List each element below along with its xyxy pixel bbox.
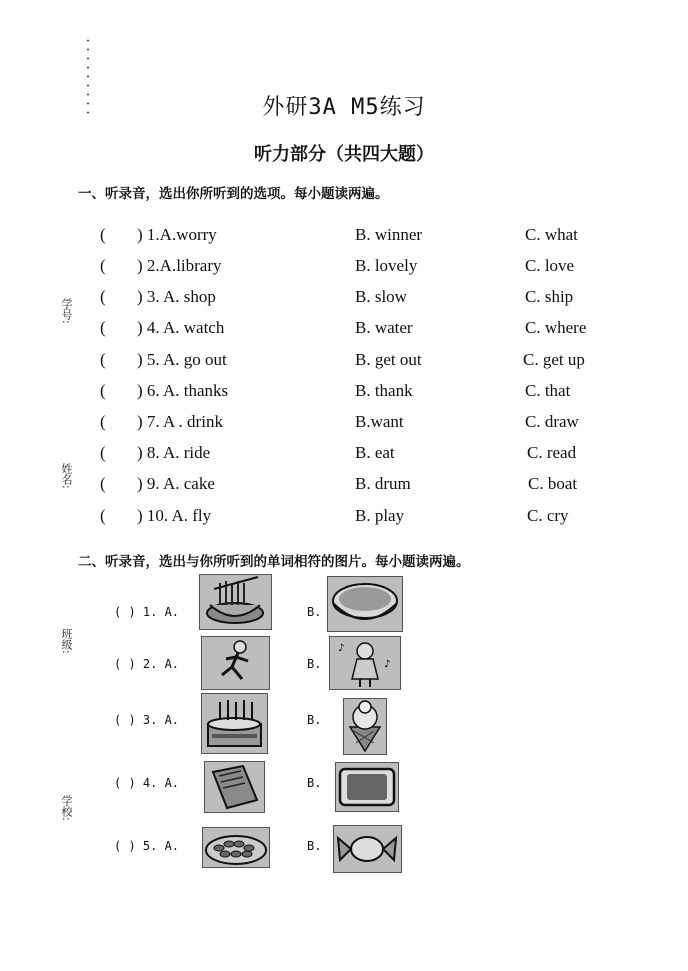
option-a: ) 5. A. go out (137, 350, 227, 369)
student-number-label: 学号: (60, 298, 73, 324)
question-row (100, 506, 620, 530)
question-row (100, 381, 620, 405)
rice-bowl-icon[interactable] (327, 576, 403, 632)
question-row (100, 474, 620, 498)
option-b-label: B. (307, 605, 322, 619)
option-a: ) 7. A . drink (137, 412, 223, 431)
option-b: B. play (355, 506, 405, 525)
option-c: C. draw (525, 412, 579, 431)
option-a: ) 4. A. watch (137, 318, 225, 337)
option-c: C. where (525, 318, 587, 337)
option-b-label: B. (307, 657, 322, 671)
option-c: C. what (525, 225, 578, 244)
option-a: ) 2.A.library (137, 256, 222, 275)
question-row (100, 256, 620, 280)
picture-question-label: ( ) 5. A. (114, 839, 180, 853)
option-b: B. slow (355, 287, 407, 306)
option-b: B. water (355, 318, 413, 337)
question-row (100, 412, 620, 436)
option-b: B. eat (355, 443, 395, 462)
option-b-label: B. (307, 839, 322, 853)
option-a: ) 1.A.worry (137, 225, 217, 244)
picture-question-label: ( ) 2. A. (114, 657, 180, 671)
answer-paren[interactable]: ( (100, 225, 106, 244)
noodles-bowl-icon[interactable] (199, 574, 272, 630)
option-a: ) 8. A. ride (137, 443, 211, 462)
option-a: ) 6. A. thanks (137, 381, 229, 400)
option-c: C. boat (528, 474, 578, 493)
school-label: 学校: (60, 795, 73, 821)
option-b-label: B. (307, 713, 322, 727)
name-label: 姓名: (60, 463, 73, 489)
singing-girl-icon[interactable] (329, 636, 401, 690)
option-c: C. ship (525, 287, 574, 306)
answer-paren[interactable]: ( (100, 381, 106, 400)
option-b: B. get out (355, 350, 422, 369)
answer-paren[interactable]: ( (100, 350, 106, 369)
answer-paren[interactable]: ( (100, 287, 106, 306)
svg-text:♪: ♪ (338, 643, 345, 654)
question-row (100, 443, 620, 467)
running-boy-icon[interactable] (201, 636, 270, 690)
option-a: ) 3. A. shop (137, 287, 216, 306)
option-b: B. thank (355, 381, 413, 400)
answer-paren[interactable]: ( (100, 506, 106, 525)
option-b-label: B. (307, 776, 322, 790)
answer-paren[interactable]: ( (100, 443, 106, 462)
option-b: B. lovely (355, 256, 418, 275)
section2-heading: 二、听录音，选出与你所听到的单词相符的图片。每小题读两遍。 (78, 554, 470, 570)
picture-question-label: ( ) 3. A. (114, 713, 180, 727)
option-a: ) 10. A. fly (137, 506, 212, 525)
option-c: C. get up (523, 350, 585, 369)
option-b: B. drum (355, 474, 411, 493)
dumplings-plate-icon[interactable] (202, 827, 270, 868)
option-b: B. winner (355, 225, 423, 244)
option-c: C. read (527, 443, 577, 462)
question-row (100, 350, 620, 374)
option-c: C. love (525, 256, 575, 275)
option-c: C. that (525, 381, 571, 400)
answer-paren[interactable]: ( (100, 318, 106, 337)
ice-cream-icon[interactable] (343, 698, 387, 755)
birthday-cake-icon[interactable] (201, 693, 268, 754)
tv-icon[interactable] (335, 762, 399, 812)
option-c: C. cry (527, 506, 569, 525)
candy-icon[interactable] (333, 825, 402, 873)
page-title: 外研3A M5练习 (262, 95, 426, 120)
section1-heading: 一、听录音，选出你所听到的选项。每小题读两遍。 (78, 186, 389, 202)
picture-question-label: ( ) 1. A. (114, 605, 180, 619)
answer-paren[interactable]: ( (100, 256, 106, 275)
picture-question-label: ( ) 4. A. (114, 776, 180, 790)
option-b: B.want (355, 412, 404, 431)
question-row (100, 287, 620, 311)
question-row (100, 318, 620, 342)
option-a: ) 9. A. cake (137, 474, 215, 493)
svg-text:♪: ♪ (384, 659, 391, 670)
answer-paren[interactable]: ( (100, 474, 106, 493)
page-subtitle: 听力部分（共四大题） (254, 144, 434, 165)
book-icon[interactable] (204, 761, 265, 813)
question-row (100, 225, 620, 249)
class-label: 班级: (60, 628, 73, 654)
answer-paren[interactable]: ( (100, 412, 106, 431)
